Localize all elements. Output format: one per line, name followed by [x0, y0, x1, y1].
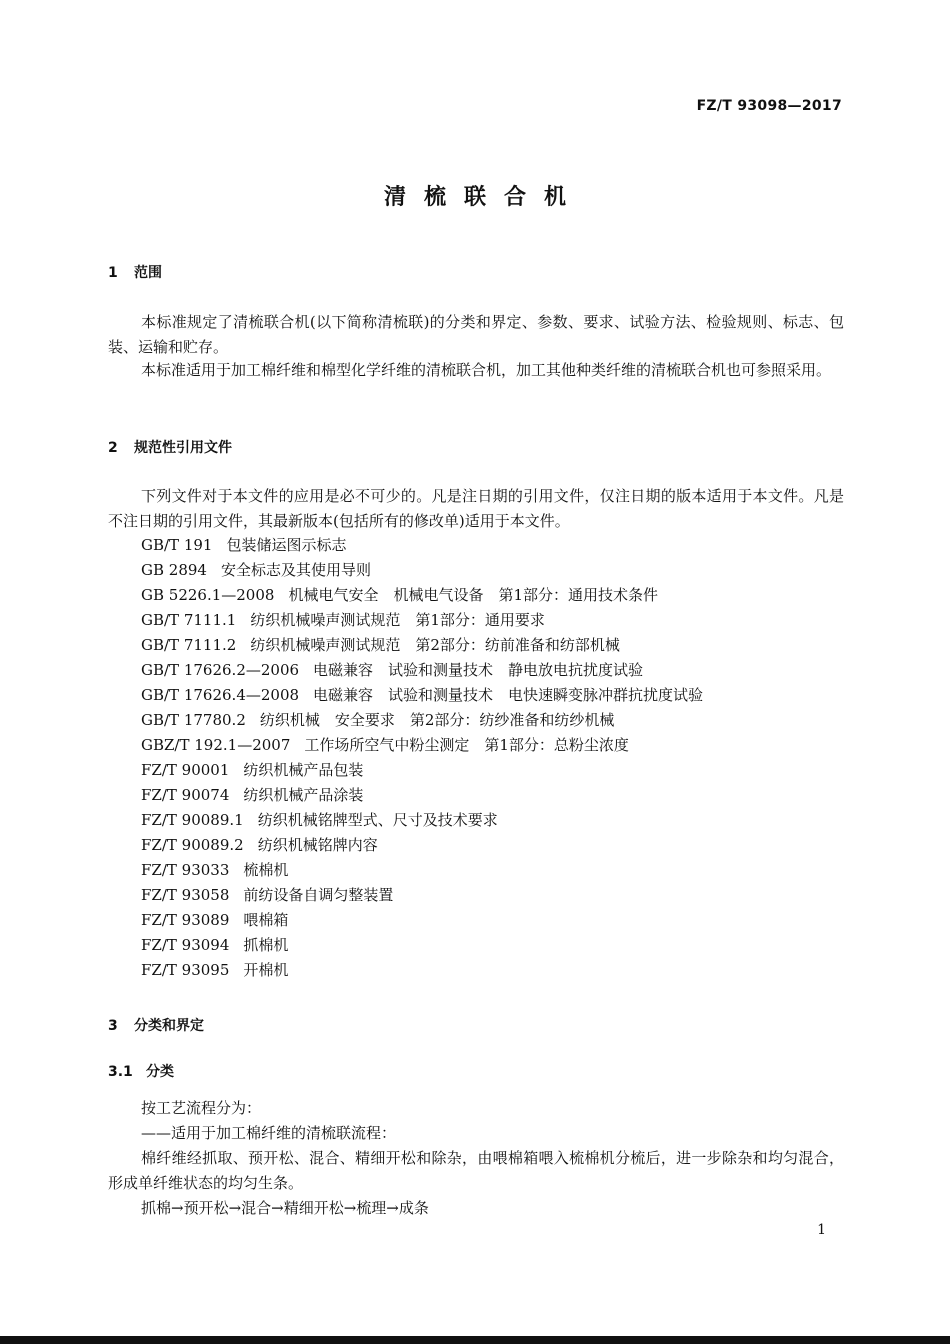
- reference-item: [141, 758, 703, 783]
- reference-title: 前纺设备自调匀整装置: [243, 886, 394, 904]
- reference-title: 机械电气安全 机械电气设备 第1部分：通用技术条件: [288, 586, 658, 604]
- reference-title: 开棉机: [243, 961, 289, 979]
- section-1-paragraph-2: 本标准适用于加工棉纤维和棉型化学纤维的清梳联合机，加工其他种类纤维的清梳联合机也可参照采用。: [141, 361, 832, 379]
- reference-item: [141, 708, 703, 733]
- reference-item: [141, 808, 703, 833]
- classification-item: ——适用于加工棉纤维的清梳联流程：: [141, 1124, 397, 1142]
- reference-item: [141, 883, 703, 908]
- section-title: 分类和界定: [134, 1018, 204, 1034]
- reference-title: 安全标志及其使用导则: [220, 561, 371, 579]
- section-1-paragraph-1: 本标准规定了清梳联合机(以下简称清梳联)的分类和界定、参数、要求、试验方法、检验规则、标志、包装、运输和贮存。: [108, 313, 844, 356]
- reference-item: [141, 633, 703, 658]
- reference-item: [141, 558, 703, 583]
- reference-code: GB 5226.1—2008: [141, 586, 275, 604]
- reference-code: FZ/T 93094: [141, 936, 230, 954]
- reference-code: FZ/T 93095: [141, 961, 230, 979]
- reference-title: 纺织机械产品包装: [243, 761, 364, 779]
- page-bottom-edge: [0, 1336, 950, 1344]
- classification-intro: 按工艺流程分为：: [141, 1099, 262, 1117]
- section-1-heading: [108, 262, 162, 282]
- page-number: 1: [817, 1222, 826, 1238]
- reference-title: 抓棉机: [243, 936, 289, 954]
- standard-code: FZ/T 93098—2017: [696, 98, 842, 114]
- reference-title: 纺织机械噪声测试规范 第1部分：通用要求: [250, 611, 545, 629]
- reference-title: 工作场所空气中粉尘测定 第1部分：总粉尘浓度: [304, 736, 629, 754]
- section-title: 分类: [146, 1064, 174, 1080]
- reference-title: 纺织机械铭牌型式、尺寸及技术要求: [257, 811, 498, 829]
- reference-item: [141, 933, 703, 958]
- reference-item: [141, 833, 703, 858]
- reference-item: [141, 858, 703, 883]
- reference-item: [141, 908, 703, 933]
- reference-list: [141, 533, 703, 983]
- reference-code: FZ/T 90089.1: [141, 811, 244, 829]
- reference-title: 电磁兼容 试验和测量技术 静电放电抗扰度试验: [313, 661, 644, 679]
- section-3-heading: [108, 1015, 204, 1035]
- reference-item: [141, 658, 703, 683]
- reference-item: [141, 583, 703, 608]
- reference-code: GB/T 7111.2: [141, 636, 237, 654]
- reference-title: 纺织机械 安全要求 第2部分：纺纱准备和纺纱机械: [259, 711, 615, 729]
- reference-title: 电磁兼容 试验和测量技术 电快速瞬变脉冲群抗扰度试验: [313, 686, 704, 704]
- section-number: 3: [108, 1018, 118, 1034]
- reference-code: GBZ/T 192.1—2007: [141, 736, 291, 754]
- section-3-1-heading: [108, 1061, 174, 1081]
- reference-title: 包装储运图示标志: [226, 536, 347, 554]
- reference-code: GB/T 191: [141, 536, 213, 554]
- reference-code: GB/T 17780.2: [141, 711, 246, 729]
- reference-code: FZ/T 90089.2: [141, 836, 244, 854]
- reference-code: GB/T 17626.4—2008: [141, 686, 300, 704]
- section-title: 范围: [134, 265, 162, 281]
- reference-code: GB/T 7111.1: [141, 611, 237, 629]
- reference-item: [141, 783, 703, 808]
- section-title: 规范性引用文件: [134, 440, 232, 456]
- section-number: 1: [108, 265, 118, 281]
- reference-title: 纺织机械噪声测试规范 第2部分：纺前准备和纺部机械: [250, 636, 620, 654]
- reference-code: GB/T 17626.2—2006: [141, 661, 300, 679]
- reference-code: FZ/T 93033: [141, 861, 230, 879]
- document-title: 清梳联合机: [383, 185, 584, 210]
- reference-item: [141, 733, 703, 758]
- reference-title: 纺织机械铭牌内容: [257, 836, 378, 854]
- reference-item: [141, 958, 703, 983]
- process-flow: 抓棉→预开松→混合→精细开松→梳理→成条: [141, 1199, 429, 1217]
- section-number: 3.1: [108, 1064, 133, 1080]
- reference-code: FZ/T 93058: [141, 886, 230, 904]
- reference-item: [141, 533, 703, 558]
- reference-item: [141, 683, 703, 708]
- reference-code: FZ/T 90001: [141, 761, 230, 779]
- reference-title: 喂棉箱: [243, 911, 289, 929]
- reference-code: FZ/T 90074: [141, 786, 230, 804]
- reference-title: 梳棉机: [243, 861, 289, 879]
- reference-item: [141, 608, 703, 633]
- section-2-heading: [108, 437, 232, 457]
- classification-paragraph: 棉纤维经抓取、预开松、混合、精细开松和除杂，由喂棉箱喂入梳棉机分梳后，进一步除杂和均匀混合，形成单纤维状态的均匀生条。: [108, 1149, 844, 1192]
- section-number: 2: [108, 440, 118, 456]
- reference-code: GB 2894: [141, 561, 207, 579]
- section-2-intro: 下列文件对于本文件的应用是必不可少的。凡是注日期的引用文件，仅注日期的版本适用于本文件。凡是不注日期的引用文件，其最新版本(包括所有的修改单)适用于本文件。: [108, 487, 844, 530]
- reference-title: 纺织机械产品涂装: [243, 786, 364, 804]
- reference-code: FZ/T 93089: [141, 911, 230, 929]
